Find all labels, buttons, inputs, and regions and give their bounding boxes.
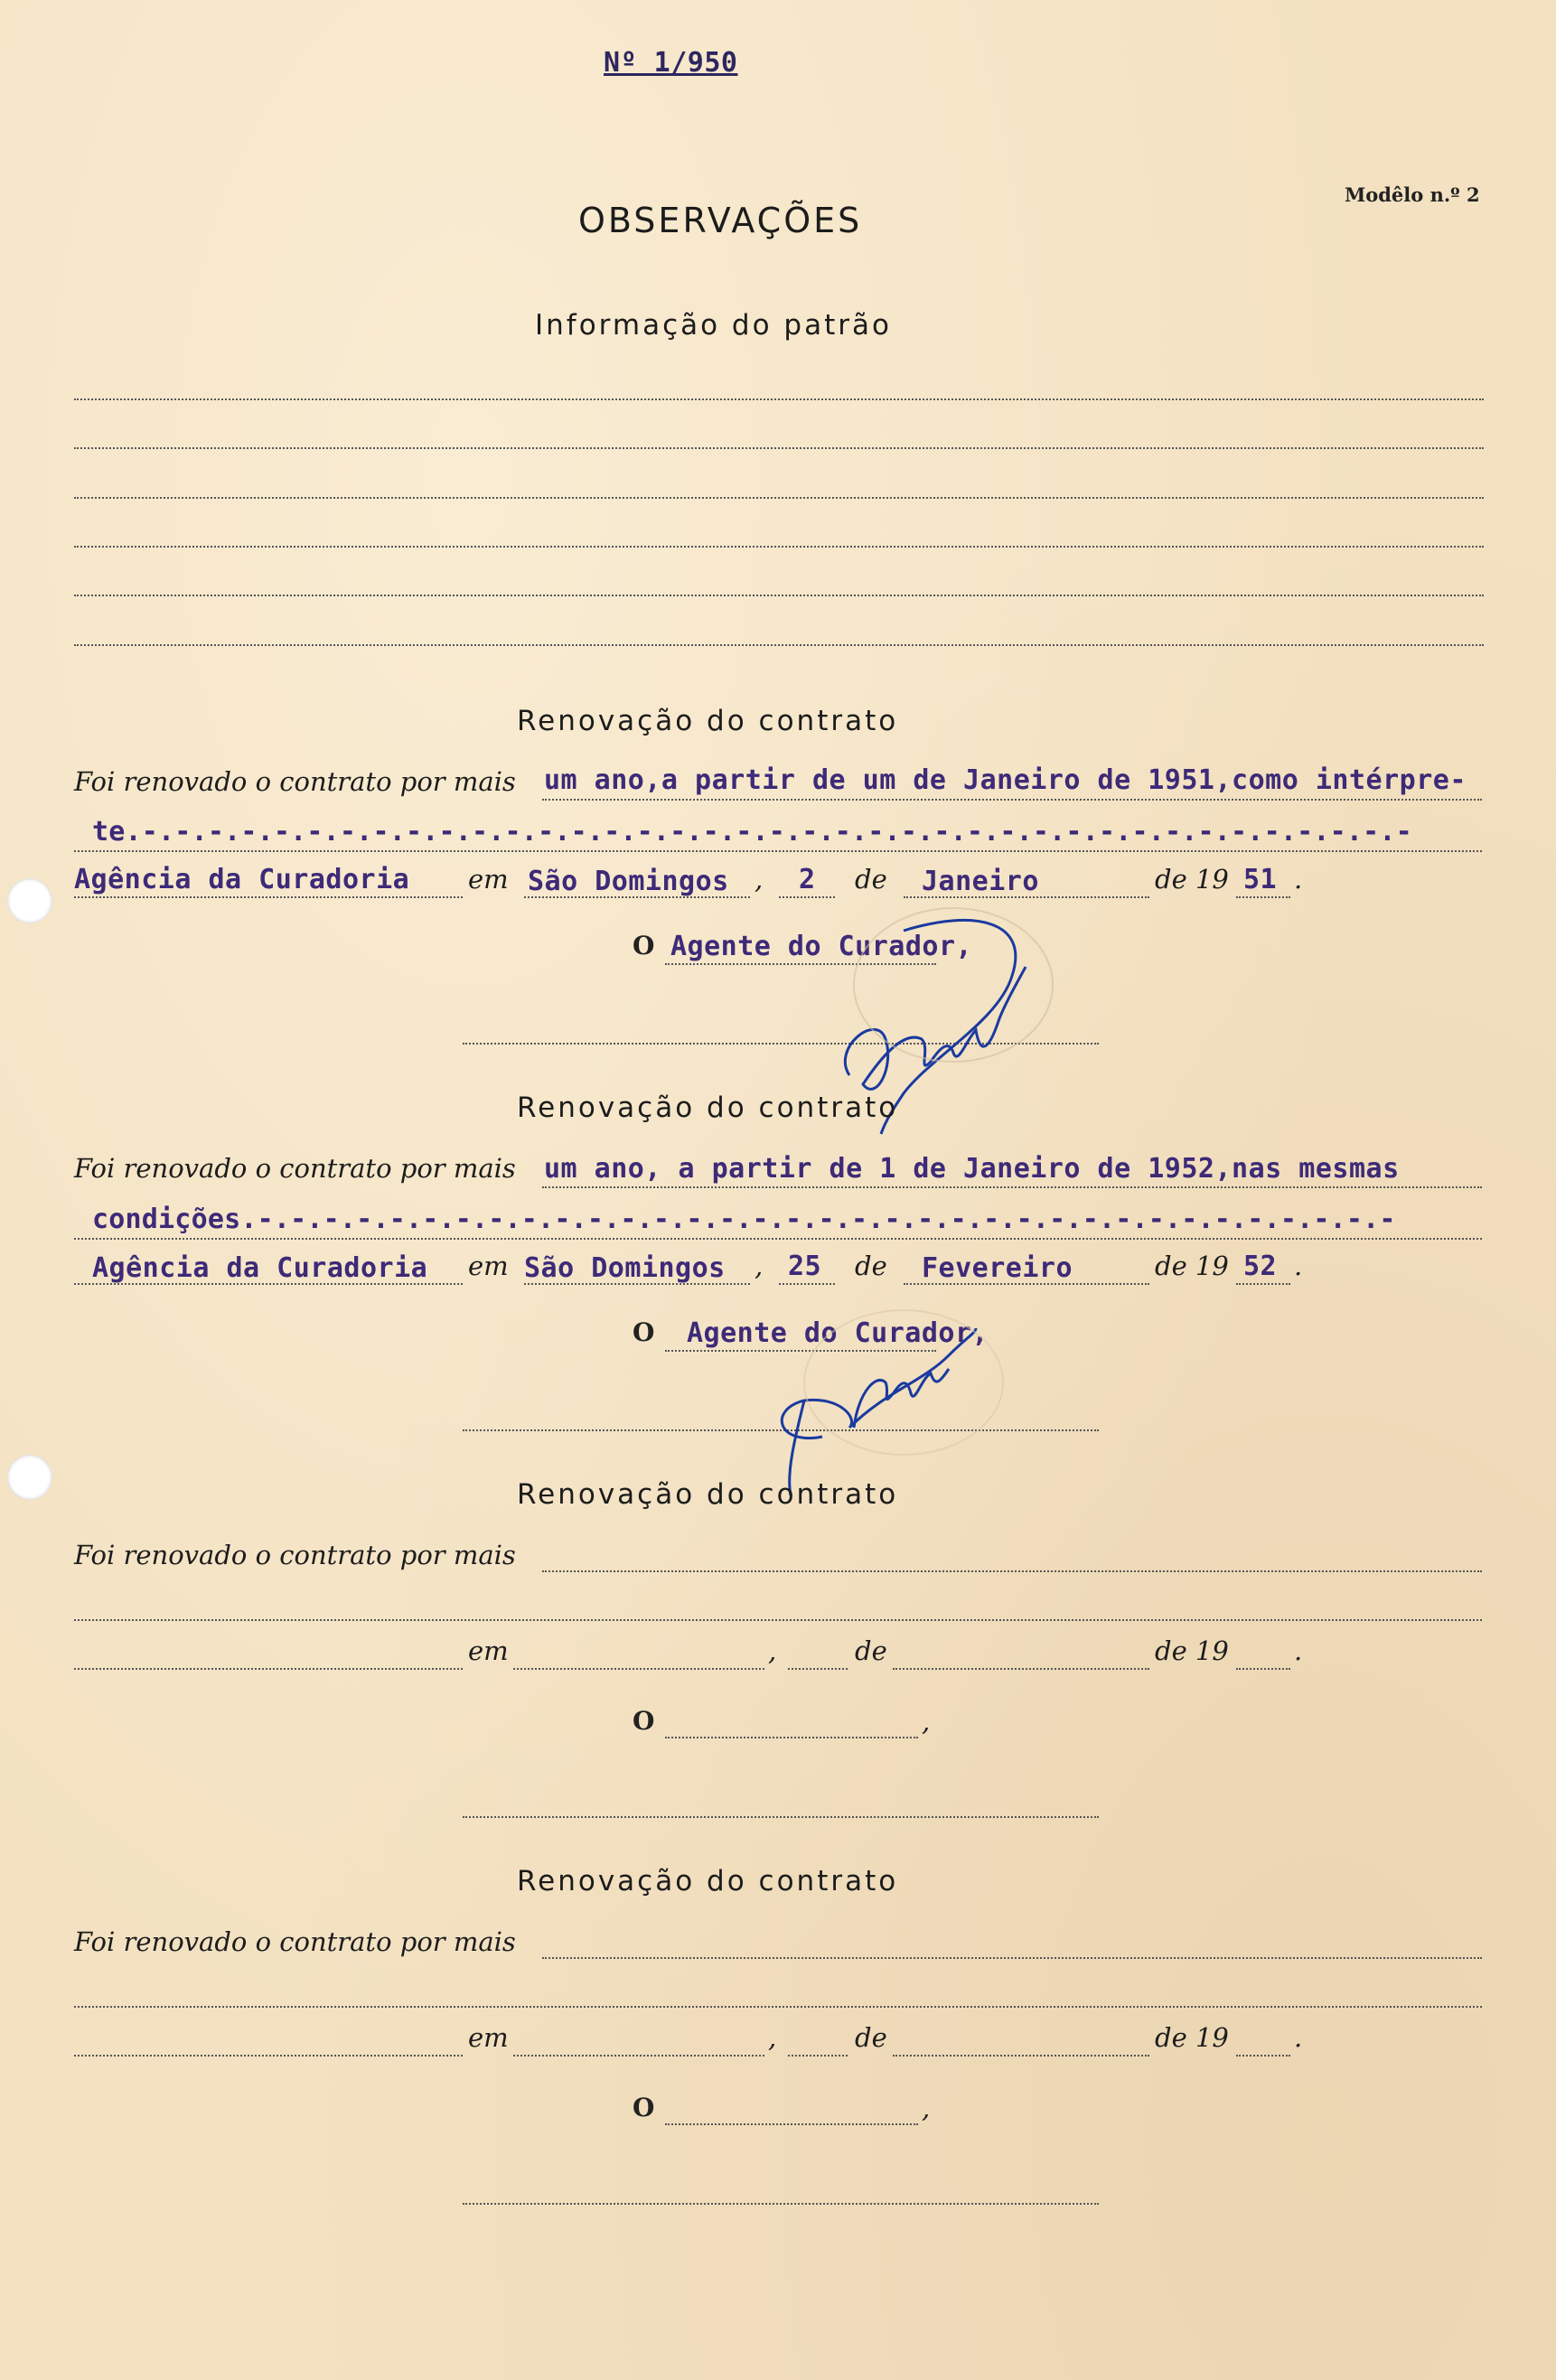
renewal-4-month-line (893, 2055, 1149, 2057)
renewal-2-de19: de 19 (1155, 1251, 1229, 1281)
renewal-1-period: . (1294, 864, 1303, 895)
renewal-3-de19: de 19 (1155, 1635, 1229, 1666)
renewal-2-period: . (1294, 1251, 1303, 1281)
renewal-1-month-underline (904, 896, 1149, 898)
employer-info-line-4 (74, 546, 1484, 548)
renewal-3-de: de (855, 1635, 887, 1666)
renewal-3-prefix: Foi renovado o contrato por mais (74, 1540, 516, 1570)
renewal-3-year-line (1236, 1668, 1290, 1670)
renewal-4-o: O (633, 2093, 655, 2122)
renewal-2-year-underline (1236, 1283, 1290, 1285)
renewal-1-de19: de 19 (1155, 864, 1229, 895)
renewal-1-city: São Domingos (528, 866, 729, 897)
renewal-1-de: de (855, 864, 887, 895)
renewal-2-place: Agência da Curadoria (92, 1252, 428, 1284)
renewal-4-period: . (1294, 2022, 1303, 2053)
renewal-2-place-underline (74, 1283, 463, 1285)
employer-info-line-1 (74, 398, 1484, 400)
renewal-4-em: em (468, 2022, 509, 2053)
document-number: Nº 1/950 (604, 47, 738, 79)
renewal-3-place-line (74, 1668, 463, 1670)
renewal-1-text-line-2: te.-.-.-.-.-.-.-.-.-.-.-.-.-.-.-.-.-.-.-.-.-.-.-.-.-.-.-.-.-.-.-.-.-.-.-.-.-.-.- (92, 816, 1412, 848)
renewal-1-em: em (468, 864, 509, 895)
renewal-2-line-2-underline (74, 1238, 1482, 1240)
renewal-2-line-1-underline (542, 1186, 1482, 1188)
renewal-2-heading: Renovação do contrato (517, 1092, 899, 1124)
model-number: Modêlo n.º 2 (1345, 183, 1480, 206)
renewal-1-comma: , (755, 864, 764, 895)
employer-info-heading: Informação do patrão (535, 309, 892, 342)
renewal-1-prefix: Foi renovado o contrato por mais (74, 766, 516, 797)
punch-hole-top (7, 878, 52, 923)
renewal-2-signature-drawing (750, 1292, 1021, 1500)
punch-hole-bottom (7, 1455, 52, 1500)
renewal-1-line-2-underline (74, 850, 1482, 852)
renewal-4-heading: Renovação do contrato (517, 1865, 899, 1897)
renewal-3-o-comma: , (922, 1706, 931, 1737)
renewal-3-month-line (893, 1668, 1149, 1670)
renewal-2-signatory: Agente do Curador, (687, 1317, 989, 1349)
employer-info-line-2 (74, 447, 1484, 449)
renewal-4-de: de (855, 2022, 887, 2053)
renewal-4-city-line (513, 2055, 764, 2057)
renewal-1-signatory: Agente do Curador, (670, 931, 973, 962)
renewal-4-place-line (74, 2055, 463, 2057)
renewal-1-month: Janeiro (922, 866, 1039, 897)
renewal-2-month-underline (904, 1283, 1149, 1285)
renewal-1-place-underline (74, 896, 463, 898)
renewal-4-prefix: Foi renovado o contrato por mais (74, 1926, 516, 1957)
renewal-4-signature-line (463, 2203, 1099, 2205)
renewal-2-day: 25 (788, 1251, 822, 1282)
renewal-1-day: 2 (799, 864, 816, 895)
renewal-2-text-line-1: um ano, a partir de 1 de Janeiro de 1952,nas mesmas (544, 1153, 1400, 1185)
renewal-1-year: 51 (1243, 864, 1278, 895)
employer-info-line-5 (74, 595, 1484, 596)
renewal-1-text-line-1: um ano,a partir de um de Janeiro de 1951,como intérpre- (544, 764, 1467, 796)
renewal-3-comma: , (768, 1635, 777, 1666)
renewal-2-prefix: Foi renovado o contrato por mais (74, 1153, 516, 1184)
renewal-3-period: . (1294, 1635, 1303, 1666)
renewal-1-year-underline (1236, 896, 1290, 898)
renewal-4-day-line (788, 2055, 848, 2057)
renewal-2-em: em (468, 1251, 509, 1281)
employer-info-line-3 (74, 497, 1484, 499)
renewal-2-text-line-2: condições.-.-.-.-.-.-.-.-.-.-.-.-.-.-.-.-.-.-.-.-.-.-.-.-.-.-.-.-.-.-.-.-.-.-.- (92, 1204, 1396, 1235)
renewal-2-year: 52 (1243, 1251, 1278, 1282)
renewal-4-de19: de 19 (1155, 2022, 1229, 2053)
renewal-3-city-line (513, 1668, 764, 1670)
renewal-3-line-2 (74, 1619, 1482, 1621)
renewal-2-city: São Domingos (524, 1252, 726, 1284)
renewal-1-place: Agência da Curadoria (74, 864, 410, 895)
renewal-1-line-1-underline (542, 799, 1482, 801)
renewal-3-signatory-line (665, 1737, 918, 1738)
renewal-3-heading: Renovação do contrato (517, 1478, 899, 1511)
renewal-2-de: de (855, 1251, 887, 1281)
renewal-1-heading: Renovação do contrato (517, 705, 899, 737)
renewal-4-year-line (1236, 2055, 1290, 2057)
renewal-1-day-underline (779, 896, 835, 898)
renewal-2-month: Fevereiro (922, 1252, 1073, 1284)
renewal-2-o: O (633, 1317, 655, 1347)
employer-info-line-6 (74, 644, 1484, 646)
renewal-1-city-underline (524, 896, 750, 898)
renewal-4-o-comma: , (922, 2093, 931, 2123)
renewal-3-o: O (633, 1706, 655, 1736)
renewal-3-em: em (468, 1635, 509, 1666)
renewal-4-line-2 (74, 2006, 1482, 2008)
document-title: OBSERVAÇÕES (578, 201, 863, 240)
renewal-4-comma: , (768, 2022, 777, 2053)
renewal-2-comma: , (755, 1251, 764, 1281)
renewal-3-day-line (788, 1668, 848, 1670)
renewal-3-signature-line (463, 1816, 1099, 1818)
renewal-2-day-underline (779, 1283, 835, 1285)
renewal-3-line-1 (542, 1570, 1482, 1572)
renewal-4-signatory-line (665, 2123, 918, 2125)
renewal-2-city-underline (524, 1283, 750, 1285)
renewal-4-line-1 (542, 1957, 1482, 1959)
renewal-1-o: O (633, 931, 655, 960)
